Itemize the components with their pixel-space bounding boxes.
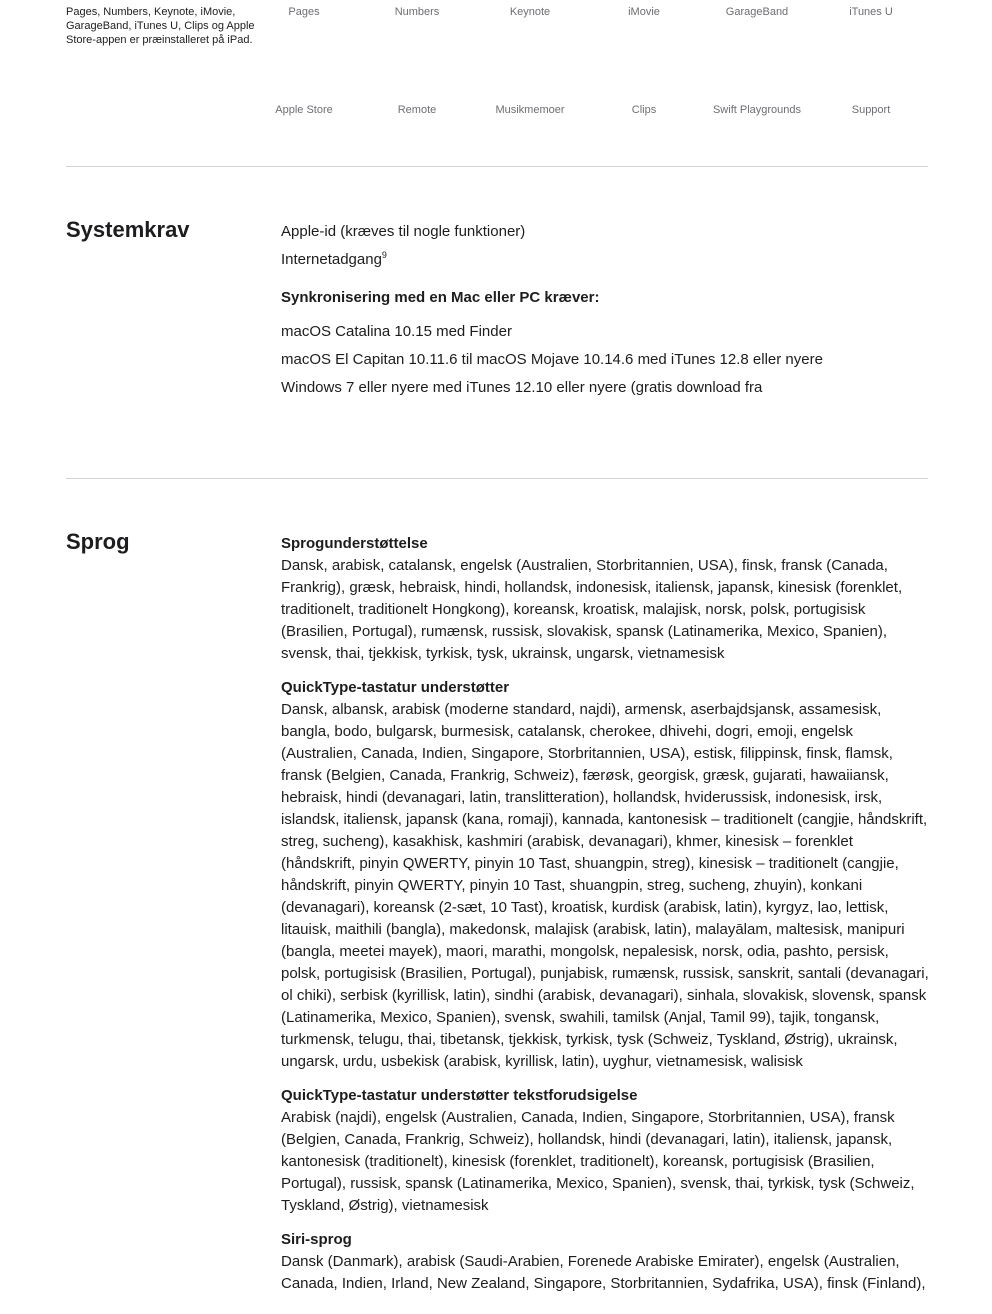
- systemkrav-title: Systemkrav: [66, 217, 190, 242]
- language-support-heading: Sprogunderstøttelse: [281, 535, 428, 552]
- app-link-support[interactable]: Support: [851, 104, 891, 116]
- app-link-numbers[interactable]: Numbers: [394, 6, 440, 18]
- internet-requirement: [281, 250, 931, 270]
- quicktype-list: Dansk, albansk, arabisk (moderne standard, najdi), armensk, aserbajdsjansk, assamesisk, bangla, bodo, bulgarsk, burmesisk, catalansk, cherokee, dhivehi, dogri, emoji, engelsk (Australien, Canada, Indien, Singapore, Storbritannien, USA), estisk, filippinsk, finsk, flamsk, fransk (Belgien, Canada, Frankrig, Schweiz), færøsk, georgisk, græsk, gujarati, hawaiiansk, hebraisk, hindi (devanagari, latin, translitteration), hollandsk, hviderussisk, indonesisk, irsk, islandsk, italiensk, japansk (kana, romaji), kannada, kantonesisk – traditionelt (cangjie, håndskrift, streg, sucheng), kasakhisk, kashmiri (arabisk, devanagari), khmer, kinesisk – forenklet (håndskrift, pinyin QWERTY, pinyin 10 Tast, shuangpin, streg), kinesisk – traditionelt (cangjie, håndskrift, pinyin QWERTY, pinyin 10 Tast, shuangpin, streg, sucheng, zhuyin), konkani (devanagari), koreansk (2-sæt, 10 Tast), kroatisk, kurdisk (arabisk, latin), kyrgyz, lao, lettisk, litauisk, maithili (bangla), makedonsk, malajisk (arabisk, latin), malayālam, maltesisk, manipuri (bangla, meetei mayek), maori, marathi, mongolsk, nepalesisk, norsk, odia, pashto, persisk, polsk, portugisisk (Brasilien, Portugal), punjabisk, rumænsk, russisk, sanskrit, santali (devanagari, ol chiki), serbisk (kyrillisk, latin), sindhi (arabisk, devanagari), sinhala, slovakisk, slovensk, spansk (Latinamerika, Mexico, Spanien), svensk, swahili, tamilsk (Anjal, Tamil 99), tajik, tongansk, turkmensk, telugu, thai, tibetansk, tjekkisk, tyrkisk, tysk (Schweiz, Tyskland, Østrig), ukrainsk, ungarsk, urdu, usbekisk (arabisk, kyrillisk, latin), uyghur, vietnamesisk, walisisk: [281, 701, 929, 1070]
- sync-item: macOS El Capitan 10.11.6 til macOS Mojave 10.14.6 med iTunes 12.8 eller nyere: [281, 351, 823, 368]
- section-divider: [66, 166, 928, 167]
- quicktype-prediction-list: Arabisk (najdi), engelsk (Australien, Canada, Indien, Singapore, Storbritannien, USA), fransk (Belgien, Canada, Frankrig, Schweiz), hollandsk, hindi (devanagari, latin), italiensk, japansk, kantonesisk (traditionelt), kinesisk (forenklet, traditionelt), koreansk, portugisisk (Brasilien, Portugal), russisk, spansk (Latinamerika, Mexico, Spanien), svensk, thai, tyrkisk, tysk (Schweiz, Tyskland, Østrig), vietnamesisk: [281, 1109, 915, 1214]
- siri-languages-list: Dansk (Danmark), arabisk (Saudi-Arabien, Forenede Arabiske Emirater), engelsk (Australien, Canada, Indien, Irland, New Zealand, Singapore, Storbritannien, Sydafrika, USA), finsk (Finland),: [281, 1253, 926, 1292]
- internet-requirement-text: Internetadgang: [281, 251, 382, 268]
- app-link-clips[interactable]: Clips: [631, 104, 657, 116]
- app-link-swift-playgrounds[interactable]: Swift Playgrounds: [712, 104, 802, 116]
- section-divider: [66, 478, 928, 479]
- sprog-title: Sprog: [66, 529, 130, 554]
- preinstalled-apps-note: Pages, Numbers, Keynote, iMovie, GarageBand, iTunes U, Clips og Apple Store-appen er præinstalleret på iPad.: [66, 6, 255, 46]
- app-link-apple-store[interactable]: Apple Store: [275, 104, 333, 116]
- sync-item: macOS Catalina 10.15 med Finder: [281, 323, 512, 340]
- quicktype-heading: QuickType-tastatur understøtter: [281, 679, 510, 696]
- language-support-list: Dansk, arabisk, catalansk, engelsk (Australien, Storbritannien, USA), finsk, fransk (Canada, Frankrig), græsk, hebraisk, hindi, hollandsk, indonesisk, italiensk, japansk, kinesisk (forenklet, traditionelt, traditionelt Hongkong), koreansk, kroatisk, malajisk, norsk, polsk, portugisisk (Brasilien, Portugal), rumænsk, russisk, slovakisk, spansk (Latinamerika, Mexico, Spanien), svensk, thai, tjekkisk, tyrkisk, tysk, ukrainsk, ungarsk, vietnamesisk: [281, 557, 903, 662]
- apple-id-requirement: Apple-id (kræves til nogle funktioner): [281, 223, 526, 240]
- systemkrav-content: [281, 222, 931, 406]
- app-link-imovie[interactable]: iMovie: [628, 6, 660, 18]
- siri-languages-heading: Siri-sprog: [281, 1231, 352, 1248]
- quicktype-prediction-heading: QuickType-tastatur understøtter tekstforudsigelse: [281, 1087, 638, 1104]
- footnote-link[interactable]: 9: [381, 250, 387, 260]
- sync-item: Windows 7 eller nyere med iTunes 12.10 eller nyere (gratis download fra: [281, 379, 763, 396]
- app-link-musikmemoer[interactable]: Musikmemoer: [495, 104, 565, 116]
- app-link-itunes-u[interactable]: iTunes U: [849, 6, 893, 18]
- sync-heading: Synkronisering med en Mac eller PC kræver:: [281, 289, 600, 306]
- app-link-keynote[interactable]: Keynote: [509, 6, 551, 18]
- sprog-content: [281, 533, 931, 1307]
- app-link-pages[interactable]: Pages: [288, 6, 320, 18]
- app-link-remote[interactable]: Remote: [397, 104, 437, 116]
- app-link-garageband[interactable]: GarageBand: [725, 6, 789, 18]
